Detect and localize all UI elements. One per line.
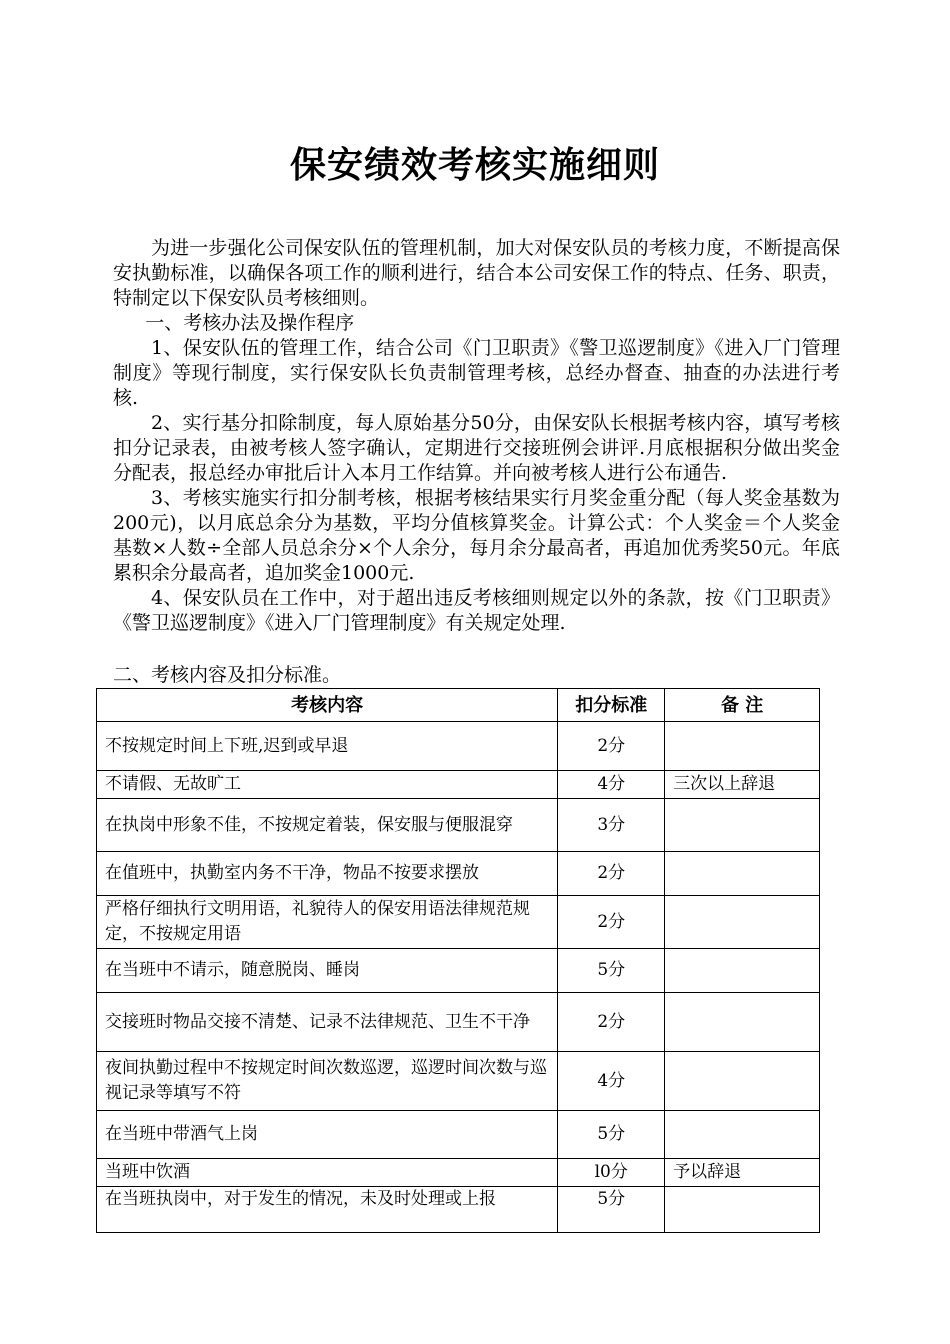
table-row — [97, 852, 820, 896]
clause-1: 1、保安队伍的管理工作，结合公司《门卫职责》《警卫巡逻制度》《进入厂门管理制度》等现行制度，实行保安队长负责制管理考核，总经办督查、抽查的办法进行考核. — [113, 337, 840, 409]
row-score: 3分 — [558, 799, 665, 852]
row-score: 4分 — [558, 1052, 665, 1111]
row-content: 不按规定时间上下班,迟到或早退 — [97, 722, 558, 771]
row-score: l0分 — [558, 1159, 665, 1187]
table-row — [97, 1052, 820, 1111]
row-score: 2分 — [558, 852, 665, 896]
row-content: 在值班中，执勤室内务不干净，物品不按要求摆放 — [97, 852, 558, 896]
row-note — [665, 799, 820, 852]
row-content: 在当班中带酒气上岗 — [97, 1111, 558, 1159]
row-note — [665, 722, 820, 771]
section-1-heading: 一、考核办法及操作程序 — [145, 312, 355, 334]
clause-2: 2、实行基分扣除制度，每人原始基分50分，由保安队长根据考核内容，填写考核扣分记录表，由被考核人签字确认，定期进行交接班例会讲评.月底根据积分做出奖金分配表，报总经办审批后计入本月工作结算。并向被考核人进行公布通告. — [113, 412, 840, 484]
table-row — [97, 1159, 820, 1187]
row-note — [665, 993, 820, 1052]
row-score: 4分 — [558, 771, 665, 799]
row-note — [665, 949, 820, 993]
row-score: 2分 — [558, 722, 665, 771]
row-content: 不请假、无故旷工 — [97, 771, 558, 799]
row-score: 5分 — [558, 1111, 665, 1159]
clause-3: 3、考核实施实行扣分制考核，根据考核结果实行月奖金重分配（每人奖金基数为200元)，以月底总余分为基数，平均分值核算奖金。计算公式：个人奖金＝个人奖金基数×人数÷全部人员总余分×个人余分，每月余分最高者，再追加优秀奖50元。年底累积余分最高者，追加奖金1000元. — [113, 487, 840, 584]
row-score: 2分 — [558, 993, 665, 1052]
row-note — [665, 1187, 820, 1233]
row-content: 严格仔细执行文明用语，礼貌待人的保安用语法律规范规定，不按规定用语 — [97, 896, 558, 949]
row-note: 三次以上辞退 — [665, 771, 820, 799]
table-row — [97, 722, 820, 771]
row-note — [665, 852, 820, 896]
row-note — [665, 1052, 820, 1111]
row-score: 2分 — [558, 896, 665, 949]
section-2-heading: 二、考核内容及扣分标准。 — [113, 664, 342, 686]
row-content: 夜间执勤过程中不按规定时间次数巡逻，巡逻时间次数与巡视记录等填写不符 — [97, 1052, 558, 1111]
document-title: 保安绩效考核实施细则 — [289, 144, 660, 186]
table-row — [97, 771, 820, 799]
table-row — [97, 1111, 820, 1159]
table-row — [97, 799, 820, 852]
document-body — [113, 236, 840, 636]
table-row — [97, 896, 820, 949]
table-row — [97, 949, 820, 993]
row-content: 在执岗中形象不佳，不按规定着装，保安服与便服混穿 — [97, 799, 558, 852]
row-note: 予以辞退 — [665, 1159, 820, 1187]
assessment-table — [96, 688, 820, 1233]
row-content: 在当班执岗中，对于发生的情况，未及时处理或上报 — [97, 1187, 558, 1233]
table-row — [97, 993, 820, 1052]
table-row — [97, 1187, 820, 1233]
table-header-row — [97, 689, 820, 722]
row-content: 当班中饮酒 — [97, 1159, 558, 1187]
row-content: 交接班时物品交接不清楚、记录不法律规范、卫生不干净 — [97, 993, 558, 1052]
intro-paragraph: 为进一步强化公司保安队伍的管理机制，加大对保安队员的考核力度，不断提高保安执勤标准，以确保各项工作的顺利进行，结合本公司安保工作的特点、任务、职责，特制定以下保安队员考核细则。 — [113, 237, 840, 309]
header-content: 考核内容 — [97, 689, 558, 722]
row-note — [665, 1111, 820, 1159]
row-note — [665, 896, 820, 949]
header-note: 备 注 — [665, 689, 820, 722]
header-score: 扣分标准 — [558, 689, 665, 722]
row-score: 5分 — [558, 1187, 665, 1233]
clause-4: 4、保安队员在工作中，对于超出违反考核细则规定以外的条款，按《门卫职责》《警卫巡逻制度》《进入厂门管理制度》有关规定处理. — [113, 587, 840, 634]
row-content: 在当班中不请示，随意脱岗、睡岗 — [97, 949, 558, 993]
row-score: 5分 — [558, 949, 665, 993]
